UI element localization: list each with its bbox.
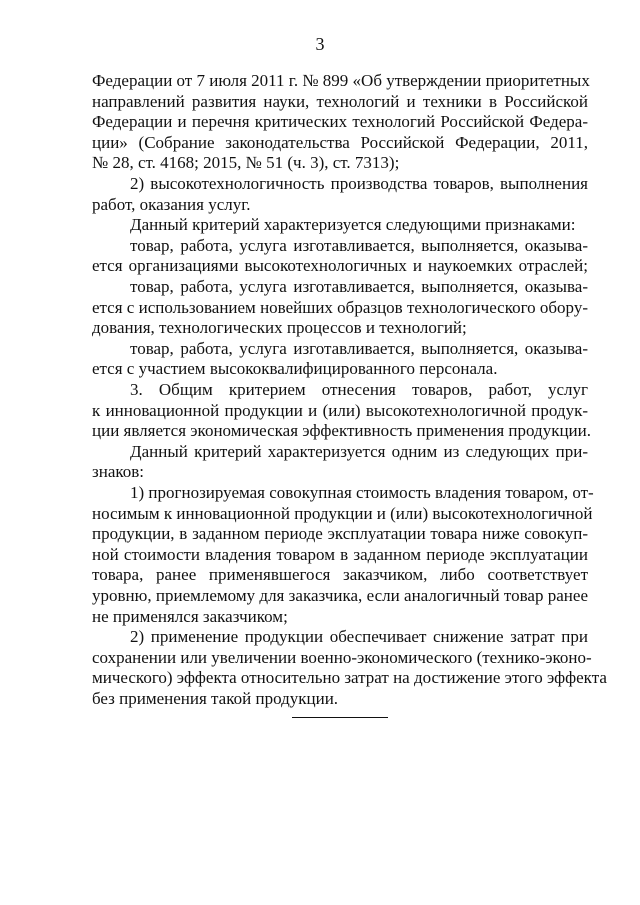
text-line: товар, работа, услуга изготавливается, выполняется, оказыва- — [130, 235, 588, 255]
text-line: Данный критерий характеризуется одним из следующих при- — [130, 441, 588, 461]
text-line: Федерации и перечня критических технологий Российской Федера- — [92, 112, 588, 132]
text-line: № 28, ст. 4168; 2015, № 51 (ч. 3), ст. 7313); — [92, 153, 400, 173]
text-line: ции является экономическая эффективность применения продукции. — [92, 421, 591, 441]
end-rule — [292, 717, 388, 718]
text-line: товар, работа, услуга изготавливается, выполняется, оказыва- — [130, 338, 588, 358]
text-line: направлений развития науки, технологий и техники в Российской — [92, 91, 588, 111]
text-line: продукции, в заданном периоде эксплуатации товара ниже совокуп- — [92, 524, 588, 544]
text-line: 1) прогнозируемая совокупная стоимость владения товаром, от- — [130, 483, 594, 502]
text-line: работ, оказания услуг. — [92, 194, 251, 214]
text-line: сохранении или увеличении военно-экономического (технико-эконо- — [92, 647, 592, 667]
text-line: дования, технологических процессов и технологий; — [92, 318, 467, 338]
text-line: носимым к инновационной продукции и (или) высокотехнологичной — [92, 503, 593, 523]
text-line: ется организациями высокотехнологичных и наукоемких отраслей; — [92, 256, 588, 276]
text-line: ется с использованием новейших образцов технологического обору- — [92, 297, 588, 317]
text-line: ции» (Собрание законодательства Российской Федерации, 2011, — [92, 132, 588, 152]
text-line: знаков: — [92, 462, 145, 482]
text-line: 2) высокотехнологичность производства товаров, выполнения — [130, 174, 588, 193]
text-line: не применялся заказчиком; — [92, 606, 288, 626]
text-line: ной стоимости владения товаром в заданном периоде эксплуатации — [92, 544, 588, 564]
text-line: ется с участием высококвалифицированного персонала. — [92, 359, 498, 379]
page-number: 3 — [315, 34, 325, 54]
text-line: Данный критерий характеризуется следующими признаками: — [130, 215, 576, 235]
text-line: уровню, приемлемому для заказчика, если аналогичный товар ранее — [92, 586, 588, 605]
text-line: к инновационной продукции и (или) высокотехнологичной продук- — [92, 400, 588, 420]
text-line: товар, работа, услуга изготавливается, выполняется, оказыва- — [130, 277, 588, 296]
text-line: мического) эффекта относительно затрат на достижение этого эффекта — [92, 668, 607, 688]
text-line: Федерации от 7 июля 2011 г. № 899 «Об утверждении приоритетных — [92, 71, 590, 90]
text-line: товара, ранее применявшегося заказчиком, либо соответствует — [92, 565, 588, 585]
text-line: 2) применение продукции обеспечивает снижение затрат при — [130, 627, 588, 647]
text-line: без применения такой продукции. — [92, 689, 339, 708]
text-line: 3. Общим критерием отнесения товаров, работ, услуг — [130, 380, 588, 399]
